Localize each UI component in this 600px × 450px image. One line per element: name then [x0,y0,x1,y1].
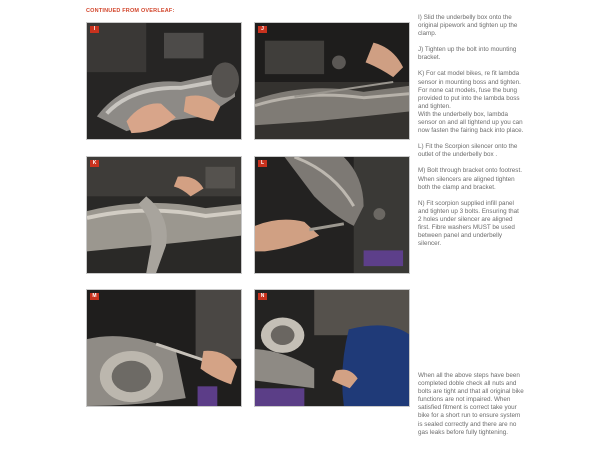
exhaust-install-photo-icon [87,290,241,406]
exhaust-install-photo-icon [87,23,241,139]
exhaust-install-photo-icon [255,290,409,406]
photo-step-k [86,156,242,274]
exhaust-install-photo-icon [255,157,409,273]
instruction-steps [418,14,524,256]
photo-step-i [86,22,242,140]
step-k-fairing-text: With the underbelly box, lambda sensor on and all tightend up you can now fasten the fairing back into place. [418,110,524,135]
closing-paragraph: When all the above steps have been completed doble check all nuts and bolts are tight and that all original bike functions are not impaired. When satisfied fitment is correct take your bike for a short run to ensure system is sealed correctly and there are no gas leaks before fully tightening. [418,372,524,436]
photo-step-l [254,156,410,274]
step-badge: M [90,293,99,300]
step-badge: K [90,160,99,167]
step-m-text: M) Bolt through bracket onto footrest. When silencers are aligned tighten both the clamp and bracket. [418,167,522,191]
exhaust-install-photo-icon [255,23,409,139]
photo-step-m [86,289,242,407]
photo-step-j [254,22,410,140]
step-k-none-cat-text: For none cat models, fuse the bung provided to put into the lambda boss and tighten. [418,86,520,110]
continued-header: CONTINUED FROM OVERLEAF: [86,8,175,14]
step-badge: I [90,26,99,33]
exhaust-install-photo-icon [87,157,241,273]
step-badge: J [258,26,267,33]
step-i-text: I) Slid the underbelly box onto the original pipework and tighten up the clamp. [418,14,518,38]
step-k-text: K) For cat model bikes, re fit lambda sensor in mounting boss and tighten. [418,70,521,86]
step-n-text: N) Fit scorpion supplied infill panel and tighten up 3 bolts. Ensuring that 2 holes under silencer are aligned first. Fibre washers MUST be used between panel and underbelly silencer. [418,199,519,248]
step-j-text: J) Tighten up the bolt into mounting bracket. [418,46,517,62]
step-badge: L [258,160,267,167]
step-l-text: L) Fit the Scorpion silencer onto the outlet of the underbelly box . [418,143,518,159]
photo-step-n [254,289,410,407]
step-badge: N [258,293,267,300]
